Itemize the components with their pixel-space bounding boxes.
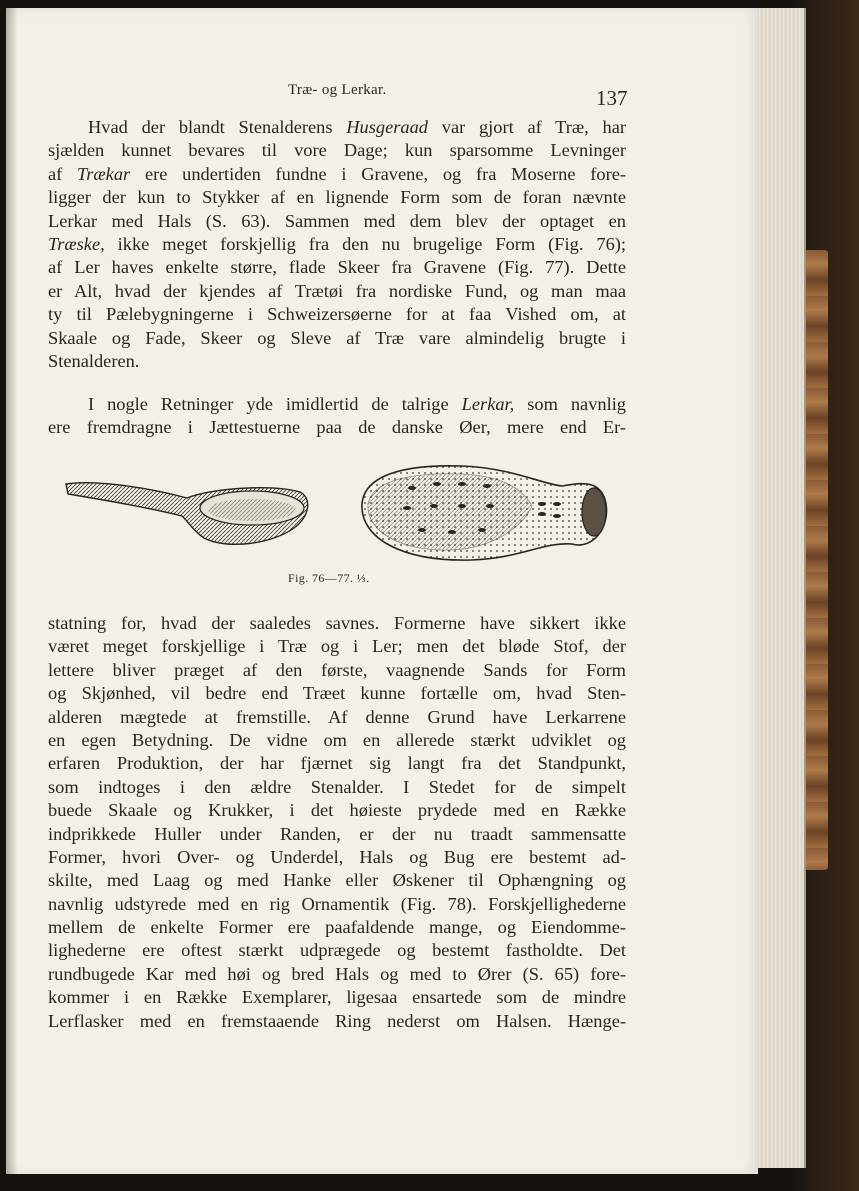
text-run: Stenalderen.	[48, 350, 140, 371]
text-line: som indtoges i den ældre Stenalder. I Stedet for de simpelt	[48, 776, 626, 797]
text-run: sjælden kunnet bevares til vore Dage; kun sparsomme Levninger	[48, 140, 626, 161]
running-head: Træ- og Lerkar.	[288, 82, 387, 98]
figure-caption: Fig. 76—77. ⅓.	[288, 571, 370, 585]
text-run: ere fremdragne i Jættestuerne paa de danske Øer, mere end Er-	[48, 417, 626, 438]
text-run: Hvad der blandt Stenalderens	[88, 117, 347, 137]
text-line: mellem de enkelte Former ere paafaldende mange, og Eiendomme-	[48, 917, 626, 938]
clay-spoon-drawing	[362, 466, 607, 560]
text-line	[48, 280, 626, 303]
text-line	[48, 139, 626, 162]
text-line: lettere bliver præget af den første, vaagnende Sands for Form	[48, 659, 626, 680]
text-run: ere undertiden fundne i Gravene, og fra Moserne fore-	[130, 163, 626, 184]
wooden-spoon-drawing	[66, 483, 308, 545]
text-line: alderen mægtede at fremstille. Af denne Grund have Lerkarrene	[48, 706, 626, 727]
figure-spoons	[62, 458, 622, 588]
text-run: ligger der kun to Stykker af en lignende Form som de foran nævnte	[48, 187, 626, 208]
text-line	[48, 393, 626, 416]
text-run: ikke meget forskjellig fra den nu brugelige Form (Fig. 76);	[104, 233, 626, 254]
text-line	[48, 303, 626, 326]
page-number: 137	[596, 86, 628, 110]
text-line	[48, 327, 626, 350]
text-line: rundbugede Kar med høi og bred Hals og med to Ører (S. 65) fore-	[48, 963, 626, 984]
text-run: af Ler haves enkelte større, flade Skeer fra Gravene (Fig. 77). Dette	[48, 257, 626, 278]
text-line	[48, 116, 626, 139]
text-line: Lerflasker med en fremstaaende Ring nederst om Halsen. Hænge-	[48, 1010, 626, 1031]
text-line	[48, 233, 626, 256]
spoon-illustration	[62, 458, 622, 588]
text-run: er Alt, hvad der kjendes af Trætøi fra nordiske Fund, og man maa	[48, 280, 626, 301]
paragraph-3	[48, 612, 626, 1033]
page-stack-edge	[752, 8, 806, 1168]
text-line: statning for, hvad der saaledes savnes. Formerne have sikkert ikke	[48, 613, 626, 633]
text-line: lighederne ere oftest stærkt udprægede og bestemt fastholdte. Det	[48, 940, 626, 961]
text-line: og Skjønhed, vil bedre end Træet kunne fortælle om, hvad Sten-	[48, 683, 626, 704]
gutter-shadow	[6, 8, 18, 1174]
paragraph-2	[48, 393, 626, 440]
text-line: Former, hvori Over- og Underdel, Hals og Bug ere bestemt ad-	[48, 846, 626, 867]
text-line: navnlig udstyrede med en rig Ornamentik (Fig. 78). Forskjellighederne	[48, 893, 626, 914]
italic-term: Lerkar,	[461, 394, 515, 414]
text-line: indprikkede Huller under Randen, er der nu traadt sammensatte	[48, 823, 626, 844]
text-run: I nogle Retninger yde imidlertid de talrige	[88, 394, 462, 414]
text-line: skilte, med Laag og med Hanke eller Øskener til Ophængning og	[48, 870, 626, 891]
text-run: som navnlig	[514, 394, 627, 414]
text-run: Skaale og Fade, Skeer og Sleve af Træ vare almindelig brugte i	[48, 327, 626, 348]
book-page	[6, 8, 758, 1174]
text-line	[48, 210, 626, 233]
italic-term: Trækar	[77, 163, 131, 184]
text-line	[48, 186, 626, 209]
text-line: været meget forskjellige i Træ og i Ler; men det bløde Stof, der	[48, 636, 626, 657]
text-run: ty til Pælebygningerne i Schweizersøerne for at faa Vished om, at	[48, 304, 626, 325]
text-line: buede Skaale og Krukker, i det høieste prydede med en Række	[48, 800, 626, 821]
text-line: kommer i en Række Exemplarer, ligesaa ensartede som de mindre	[48, 987, 626, 1008]
text-run: var gjort af Træ, har	[428, 117, 626, 137]
italic-term: Træske,	[48, 233, 105, 254]
text-line	[48, 350, 626, 373]
text-line: en egen Betydning. De vidne om en allerede stærkt udviklet og	[48, 729, 626, 750]
text-line: erfaren Produktion, der har fjærnet sig langt fra det Standpunkt,	[48, 753, 626, 774]
paragraph-1	[48, 116, 626, 373]
text-run: af	[48, 163, 78, 184]
text-line	[48, 163, 626, 186]
text-line	[48, 256, 626, 279]
italic-term: Husgeraad	[346, 117, 428, 137]
text-line	[48, 416, 626, 439]
text-run: Lerkar med Hals (S. 63). Sammen med dem blev der optaget en	[48, 210, 626, 231]
